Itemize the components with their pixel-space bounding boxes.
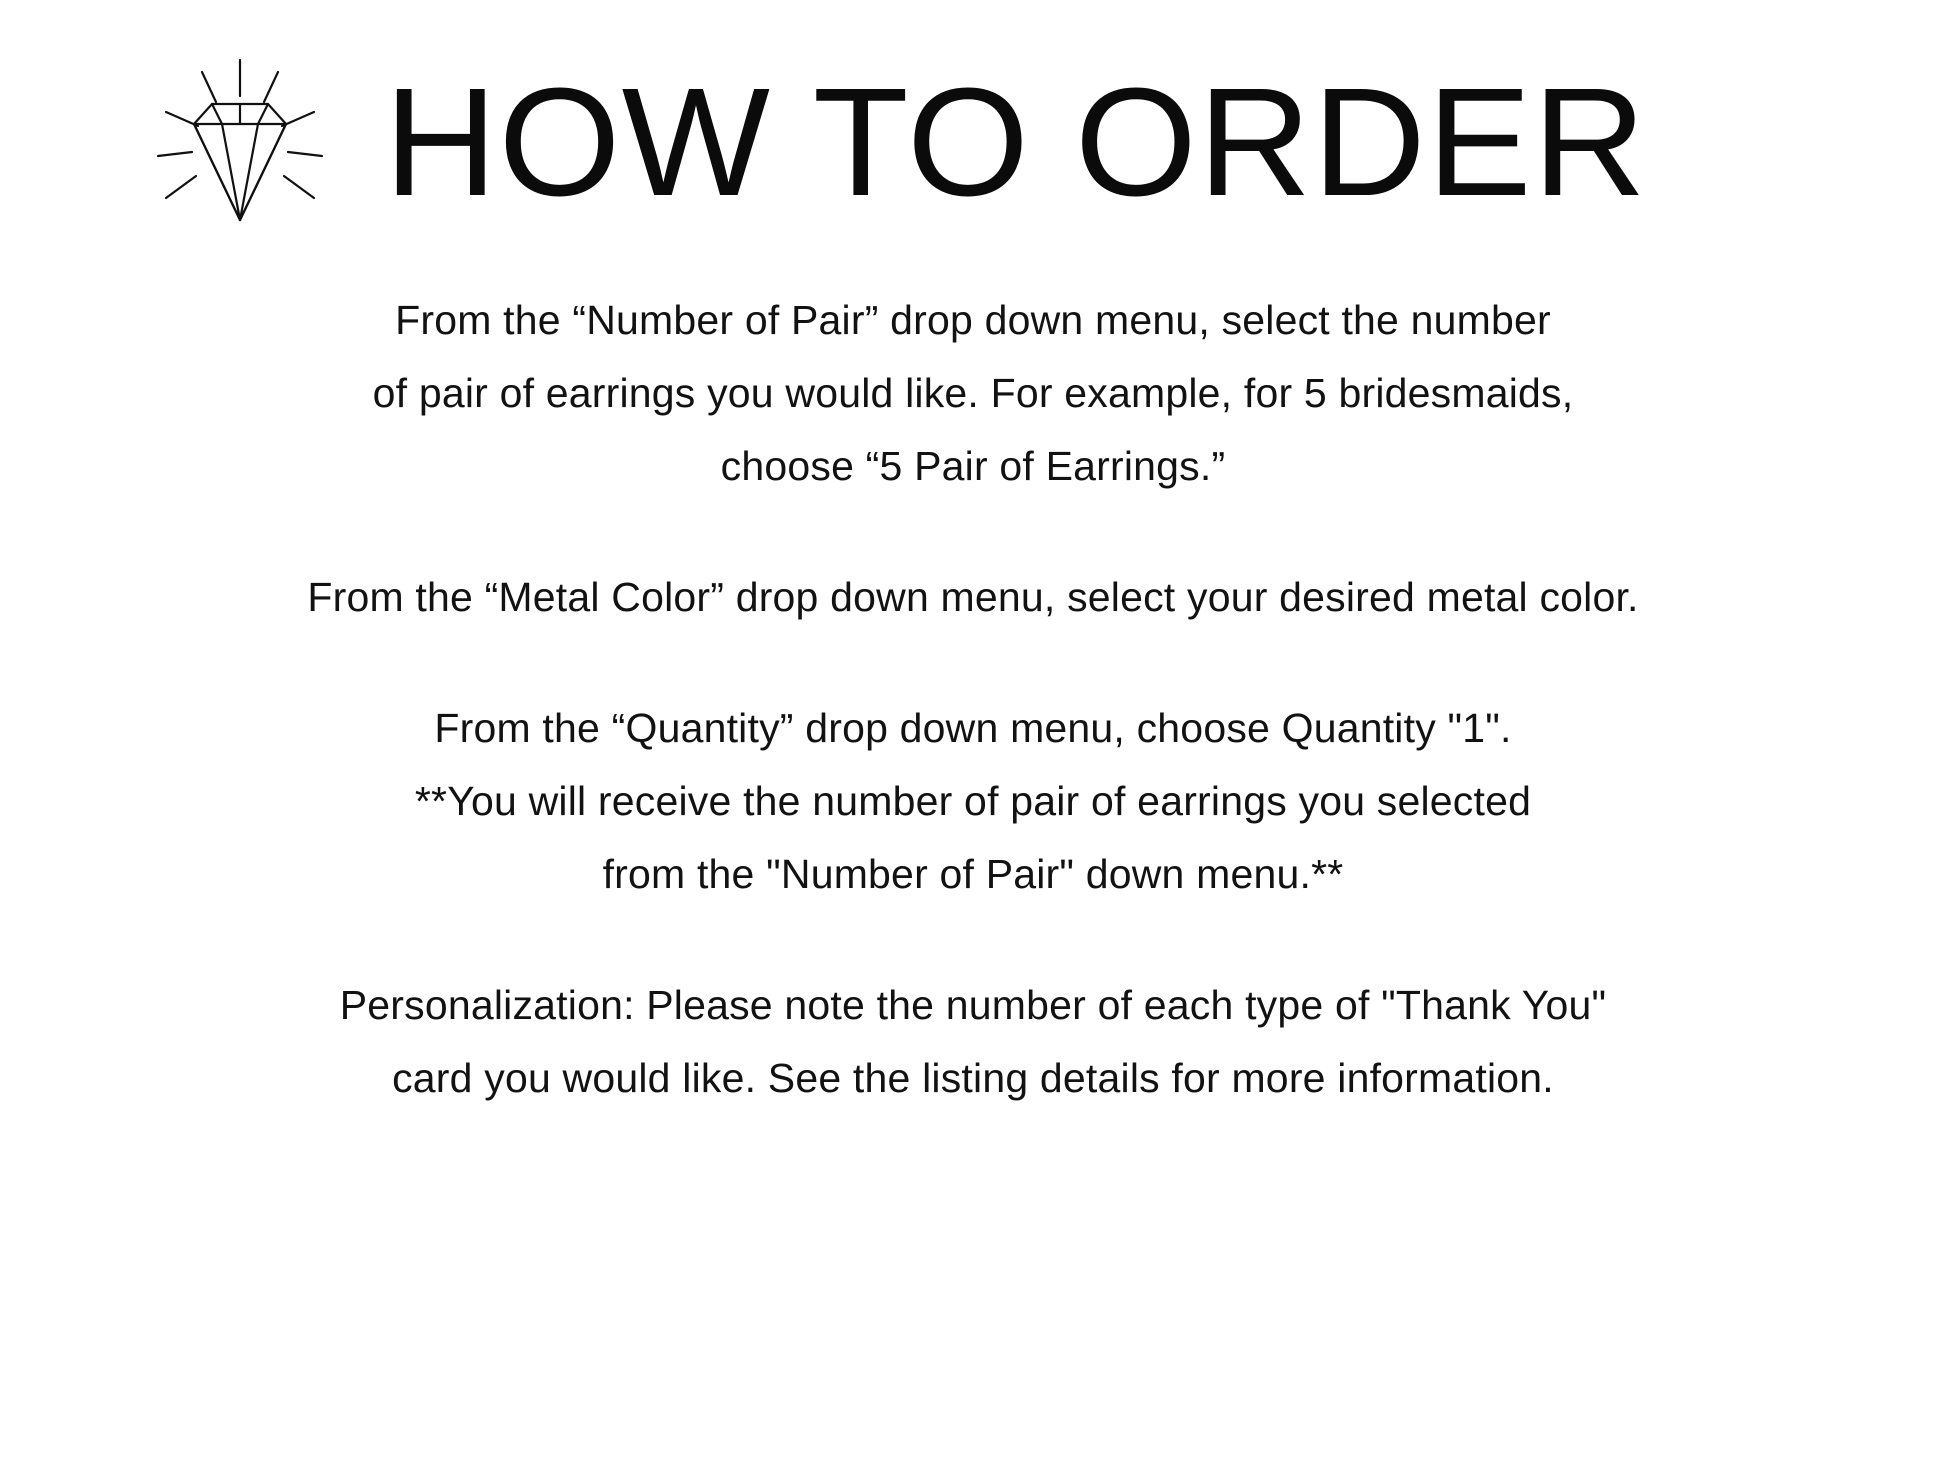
instruction-line: of pair of earrings you would like. For example, for 5 bridesmaids, xyxy=(372,369,1574,416)
page-header xyxy=(0,0,1946,228)
instruction-line: From the “Quantity” drop down menu, choose Quantity "1". xyxy=(434,704,1512,751)
instruction-line: from the "Number of Pair" down menu.** xyxy=(602,850,1344,897)
paragraph-metal-color xyxy=(150,561,1796,634)
diamond-icon xyxy=(140,52,340,242)
paragraph-quantity xyxy=(150,692,1796,911)
paragraph-number-of-pair xyxy=(150,284,1796,503)
instructions-body xyxy=(0,284,1946,1115)
instruction-line: From the “Metal Color” drop down menu, select your desired metal color. xyxy=(307,573,1639,620)
paragraph-personalization xyxy=(150,969,1796,1115)
instruction-line: From the “Number of Pair” drop down menu, select the number xyxy=(395,297,1551,343)
page-title: HOW TO ORDER xyxy=(384,56,1648,228)
instruction-line: choose “5 Pair of Earrings.” xyxy=(720,442,1226,489)
instruction-line: **You will receive the number of pair of earrings you selected xyxy=(414,777,1532,824)
instruction-line: Personalization: Please note the number of each type of "Thank You" xyxy=(339,981,1607,1028)
instruction-line: card you would like. See the listing details for more information. xyxy=(392,1054,1554,1101)
